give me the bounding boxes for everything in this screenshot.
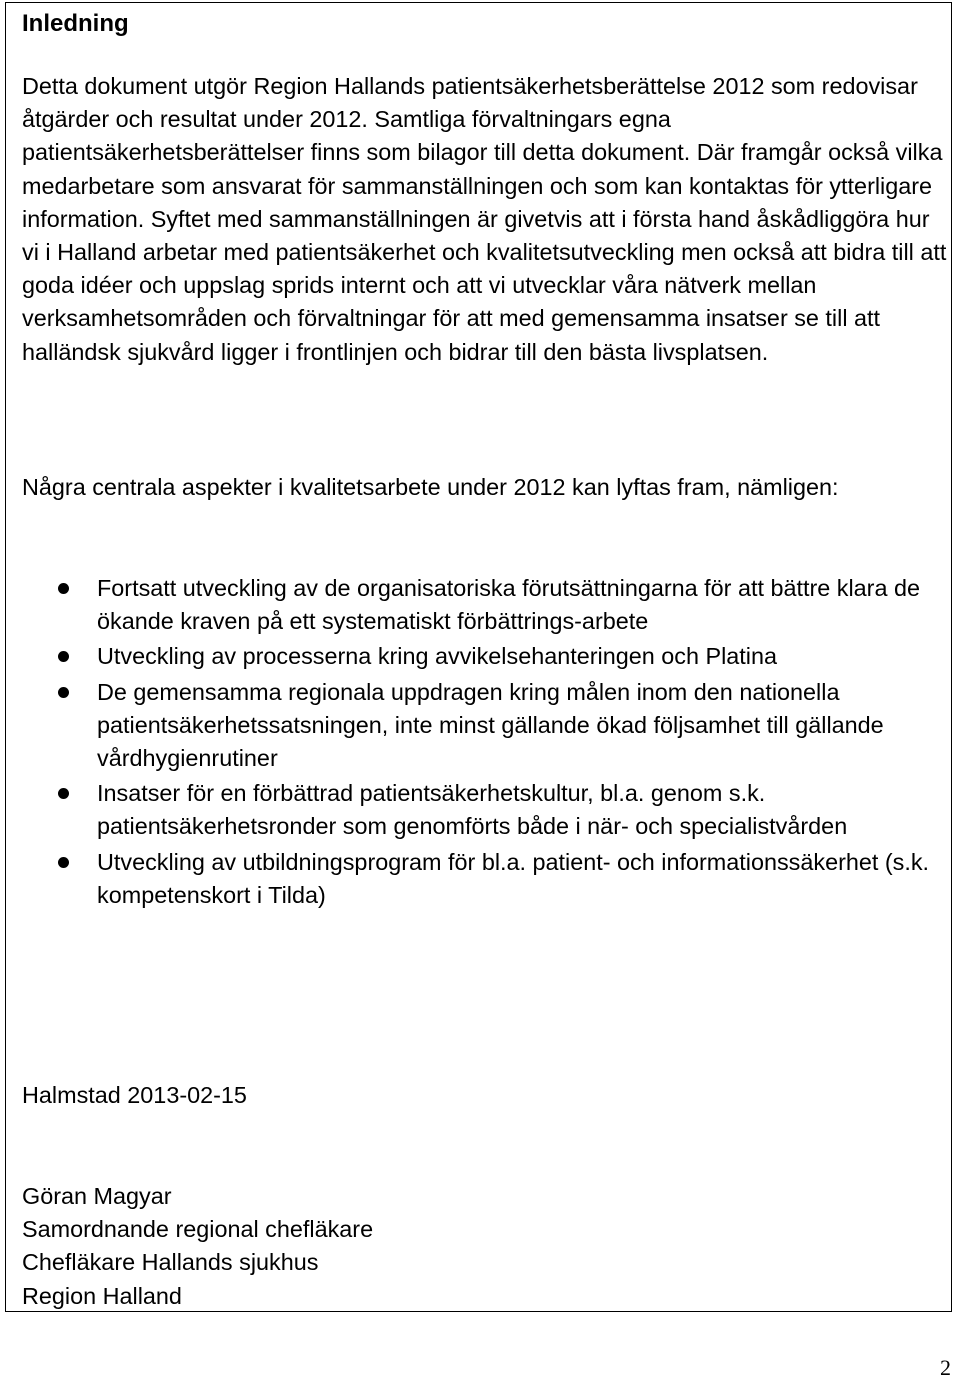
list-item-text: Insatser för en förbättrad patientsäkerhetskultur, bl.a. genom s.k. patientsäkerhetsronder som genomförts både i när- och specialistvården	[97, 780, 848, 840]
document-frame	[5, 2, 952, 1312]
signatory-title: Chefläkare Hallands sjukhus	[22, 1249, 319, 1276]
bullet-icon	[58, 651, 69, 662]
bullet-icon	[58, 687, 69, 698]
section-heading: Inledning	[22, 10, 129, 37]
list-item	[6, 640, 956, 673]
bullet-icon	[58, 857, 69, 868]
list-item-text: De gemensamma regionala uppdragen kring målen inom den nationella patientsäkerhetssatsningen, inte minst gällande ökad följsamhet till gällande vårdhygienrutiner	[97, 678, 884, 772]
aspects-list	[6, 572, 956, 914]
signature-block	[22, 1180, 373, 1313]
list-item	[6, 572, 956, 638]
signatory-organization: Region Halland	[22, 1282, 182, 1309]
list-item	[6, 846, 956, 912]
bullet-icon	[58, 788, 69, 799]
signatory-title: Samordnande regional chefläkare	[22, 1216, 374, 1243]
list-item	[6, 676, 956, 776]
list-item-text: Fortsatt utveckling av de organisatoriska förutsättningarna för att bättre klara de ökande kraven på ett systematiskt förbättrings-arbete	[97, 575, 921, 635]
list-item	[6, 777, 956, 843]
aspects-intro-paragraph: Några centrala aspekter i kvalitetsarbete under 2012 kan lyftas fram, nämligen:	[22, 474, 839, 500]
list-item-text: Utveckling av utbildningsprogram för bl.a. patient- och informationssäkerhet (s.k. kompetenskort i Tilda)	[97, 848, 930, 908]
list-item-text: Utveckling av processerna kring avvikelsehanteringen och Platina	[97, 643, 777, 670]
bullet-icon	[58, 583, 69, 594]
place-date: Halmstad 2013-02-15	[22, 1082, 247, 1108]
intro-paragraph: Detta dokument utgör Region Hallands patientsäkerhetsberättelse 2012 som redovisar åtgärder och resultat under 2012. Samtliga förvaltningars egna patientsäkerhetsberättelser finns som bilagor till detta dokument. Där framgår också vilka medarbetare som ansvarat för sammanställningen och som kan kontaktas för ytterligare information. Syftet med sammanställningen är givetvis att i första hand åskådliggöra hur vi i Halland arbetar med patientsäkerhet och kvalitetsutveckling men också att bidra till att goda idéer och uppslag sprids internt och att vi utvecklar våra nätverk mellan verksamhetsområden och förvaltningar för att med gemensamma insatser se till att halländsk sjukvård ligger i frontlinjen och bidrar till den bästa livsplatsen.	[22, 73, 947, 365]
signatory-name: Göran Magyar	[22, 1183, 172, 1209]
page-number: 2	[940, 1355, 951, 1380]
